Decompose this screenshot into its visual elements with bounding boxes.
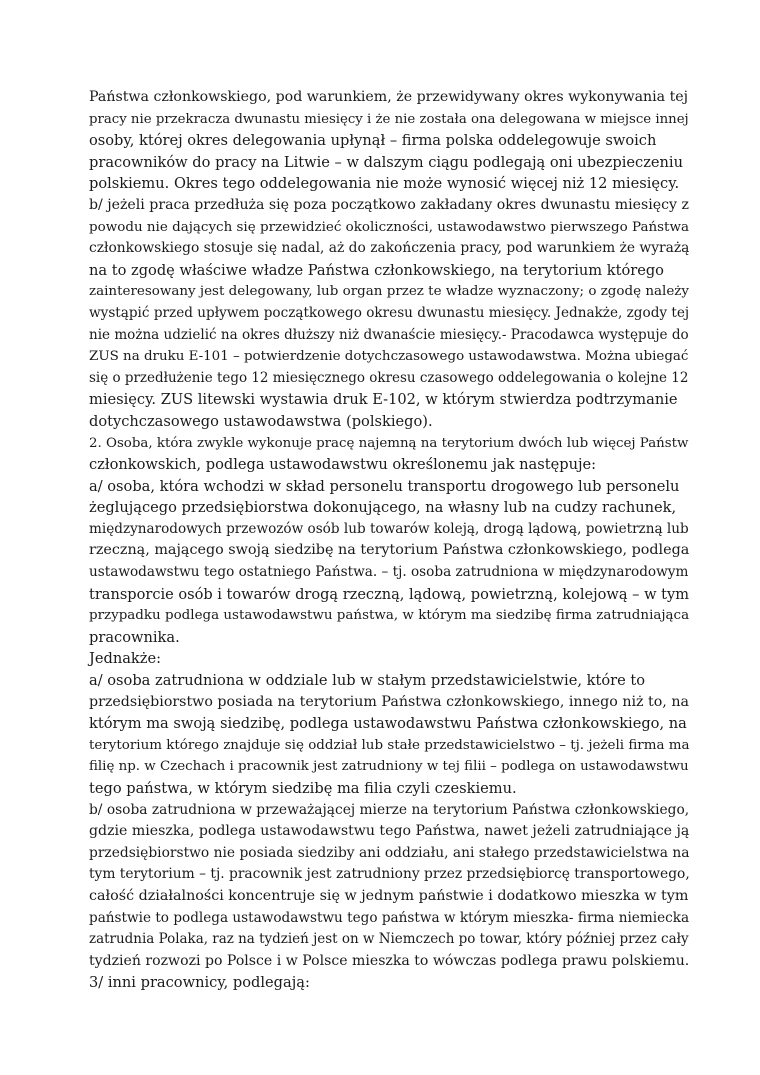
text-line: przedsiębiorstwo posiada na terytorium Państwa członkowskiego, innego niż to, na — [89, 693, 689, 710]
text-line: b/ osoba zatrudniona w przeważającej mierze na terytorium Państwa członkowskiego, — [89, 801, 690, 818]
text-line: dotychczasowego ustawodawstwa (polskiego). — [89, 412, 433, 430]
document-body — [89, 87, 689, 994]
text-line: transporcie osób i towarów drogą rzeczną, lądową, powietrzną, kolejową – w tym — [89, 585, 690, 603]
text-line: państwie to podlega ustawodawstwu tego państwa w którym mieszka- firma niemiecka — [89, 909, 690, 926]
text-line: się o przedłużenie tego 12 miesięcznego okresu czasowego oddelegowania o kolejne 12 — [89, 369, 689, 386]
text-line: członkowskiego stosuje się nadal, aż do zakończenia pracy, pod warunkiem że wyrażą — [89, 240, 690, 257]
text-line: 3/ inni pracownicy, podlegają: — [89, 974, 310, 992]
text-line: całość działalności koncentruje się w jednym państwie i dodatkowo mieszka w tym — [89, 887, 689, 904]
text-line: Państwa członkowskiego, pod warunkiem, że przewidywany okres wykonywania tej — [89, 89, 689, 105]
text-line: pracowników do pracy na Litwie – w dalszym ciągu podlegają oni ubezpieczeniu — [89, 153, 683, 171]
text-line: członkowskich, podlega ustawodawstwu określonemu jak następuje: — [89, 456, 597, 474]
text-line: wystąpić przed upływem początkowego okresu dwunastu miesięcy. Jednakże, zgody tej — [89, 304, 690, 321]
text-line: międzynarodowych przewozów osób lub towarów koleją, drogą lądową, powietrzną lub — [89, 520, 689, 537]
text-line: 2. Osoba, która zwykle wykonuje pracę najemną na terytorium dwóch lub więcej Państw — [89, 435, 689, 451]
text-line: przypadku podlega ustawodawstwu państwa, w którym ma siedzibę firma zatrudniająca — [89, 608, 690, 624]
text-line: zainteresowany jest delegowany, lub organ przez te władze wyznaczony; o zgodę należy — [89, 284, 689, 300]
text-line: filię np. w Czechach i pracownik jest zatrudniony w tej filii – podlega on ustawodawstwu — [89, 759, 689, 775]
text-line: tym terytorium – tj. pracownik jest zatrudniony przez przedsiębiorcę transportowego, — [89, 866, 690, 883]
text-line: powodu nie dających się przewidzieć okoliczności, ustawodawstwo pierwszego Państwa — [89, 219, 689, 235]
text-line: na to zgodę właściwe władze Państwa członkowskiego, na terytorium którego — [89, 261, 664, 279]
text-line: żeglującego przedsiębiorstwa dokonującego, na własny lub na cudzy rachunek, — [89, 499, 677, 517]
text-line: tydzień rozwozi po Polsce i w Polsce mieszka to wówczas podlega prawu polskiemu. — [89, 952, 690, 969]
text-line: nie można udzielić na okres dłuższy niż dwanaście miesięcy.- Pracodawca występuje do — [89, 326, 689, 343]
text-line: pracownika. — [89, 628, 180, 646]
text-line: a/ osoba, która wchodzi w skład personelu transportu drogowego lub personelu — [89, 477, 680, 495]
text-line: Jednakże: — [89, 650, 162, 668]
text-line: b/ jeżeli praca przedłuża się poza początkowo zakładany okres dwunastu miesięcy z — [89, 196, 689, 213]
text-line: pracy nie przekracza dwunastu miesięcy i że nie została ona delegowana w miejsce innej — [89, 111, 689, 127]
text-line: miesięcy. ZUS litewski wystawia druk E-102, w którym stwierdza podtrzymanie — [89, 391, 678, 409]
text-line: przedsiębiorstwo nie posiada siedziby ani oddziału, ani stałego przedstawicielstwa na — [89, 844, 690, 861]
text-line: terytorium którego znajduje się oddział lub stałe przedstawicielstwo – tj. jeżeli firma ma — [89, 737, 690, 753]
text-line: rzeczną, mającego swoją siedzibę na terytorium Państwa członkowskiego, podlega — [89, 542, 690, 559]
text-line: ZUS na druku E-101 – potwierdzenie dotychczasowego ustawodawstwa. Można ubiegać — [89, 349, 689, 365]
text-line: ustawodawstwu tego ostatniego Państwa. – tj. osoba zatrudniona w międzynarodowym — [89, 564, 689, 581]
text-line: tego państwa, w którym siedzibę ma filia czyli czeskiemu. — [89, 780, 517, 797]
text-line: osoby, której okres delegowania upłynął – firma polska oddelegowuje swoich — [89, 132, 657, 150]
text-line: zatrudnia Polaka, raz na tydzień jest on w Niemczech po towar, który później przez cały — [89, 931, 689, 948]
text-line: gdzie mieszka, podlega ustawodawstwu tego Państwa, nawet jeżeli zatrudniające ją — [89, 823, 690, 840]
text-line: polskiemu. Okres tego oddelegowania nie może wynosić więcej niż 12 miesięcy. — [89, 175, 680, 193]
text-line: a/ osoba zatrudniona w oddziale lub w stałym przedstawicielstwie, które to — [89, 672, 646, 690]
text-line: którym ma swoją siedzibę, podlega ustawodawstwu Państwa członkowskiego, na — [89, 715, 687, 733]
